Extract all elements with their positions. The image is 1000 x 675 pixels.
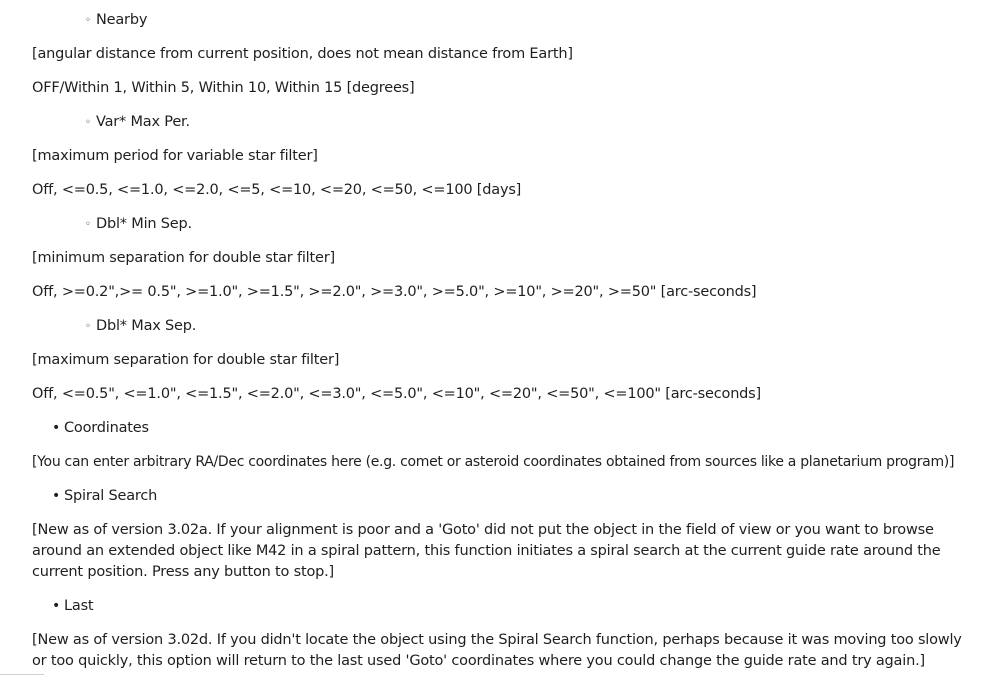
list-item-label: Nearby [96, 12, 148, 28]
list-item-label: Var* Max Per. [96, 114, 190, 130]
description-text: [You can enter arbitrary RA/Dec coordinates here (e.g. comet or asteroid coordinates obtained from sources like a planetarium program)] [32, 454, 955, 470]
list-item-coordinates [32, 418, 967, 439]
bullet-icon: • [52, 598, 61, 614]
sub-list-item-dbl-max-sep [32, 316, 967, 337]
list-item-spiral-search [32, 486, 967, 507]
sub-list-item-var-max-per [32, 112, 967, 133]
hollow-bullet-icon: ◦ [85, 15, 91, 26]
list-item-label: Dbl* Min Sep. [96, 216, 192, 232]
hollow-bullet-icon: ◦ [85, 219, 91, 230]
description-paragraph: [New as of version 3.02a. If your alignment is poor and a 'Goto' did not put the object in the field of view or you want to browse around an extended object like M42 in a spiral pattern, this function initiates a spiral search at the current guide rate around the current position. Press any button to stop.] [32, 522, 941, 580]
options-text: Off, >=0.2",>= 0.5", >=1.0", >=1.5", >=2.0", >=3.0", >=5.0", >=10", >=20", >=50" [arc-seconds] [32, 284, 757, 300]
hollow-bullet-icon: ◦ [85, 117, 91, 128]
sub-list-item-dbl-min-sep [32, 214, 967, 235]
description-text: [maximum separation for double star filter] [32, 352, 340, 368]
list-item-label: Coordinates [64, 420, 149, 436]
description-paragraph: [New as of version 3.02d. If you didn't locate the object using the Spiral Search function, perhaps because it was moving too slowly or too quickly, this option will return to the last used 'Goto' coordinates where you could change the guide rate and try again.] [32, 632, 962, 669]
sub-list-item-nearby [32, 10, 967, 31]
description-text: [angular distance from current position, does not mean distance from Earth] [32, 46, 573, 62]
list-item-label: Spiral Search [64, 488, 158, 504]
bullet-icon: • [52, 420, 61, 436]
bullet-icon: • [52, 488, 61, 504]
options-text: Off, <=0.5, <=1.0, <=2.0, <=5, <=10, <=20, <=50, <=100 [days] [32, 182, 522, 198]
hollow-bullet-icon: ◦ [85, 321, 91, 332]
list-item-last [32, 596, 967, 617]
list-item-label: Last [64, 598, 94, 614]
options-text: OFF/Within 1, Within 5, Within 10, Within 15 [degrees] [32, 80, 415, 96]
description-text: [maximum period for variable star filter] [32, 148, 318, 164]
description-text: [minimum separation for double star filter] [32, 250, 335, 266]
list-item-label: Dbl* Max Sep. [96, 318, 197, 334]
document-body [32, 10, 967, 672]
options-text: Off, <=0.5", <=1.0", <=1.5", <=2.0", <=3.0", <=5.0", <=10", <=20", <=50", <=100" [arc-seconds] [32, 386, 761, 402]
